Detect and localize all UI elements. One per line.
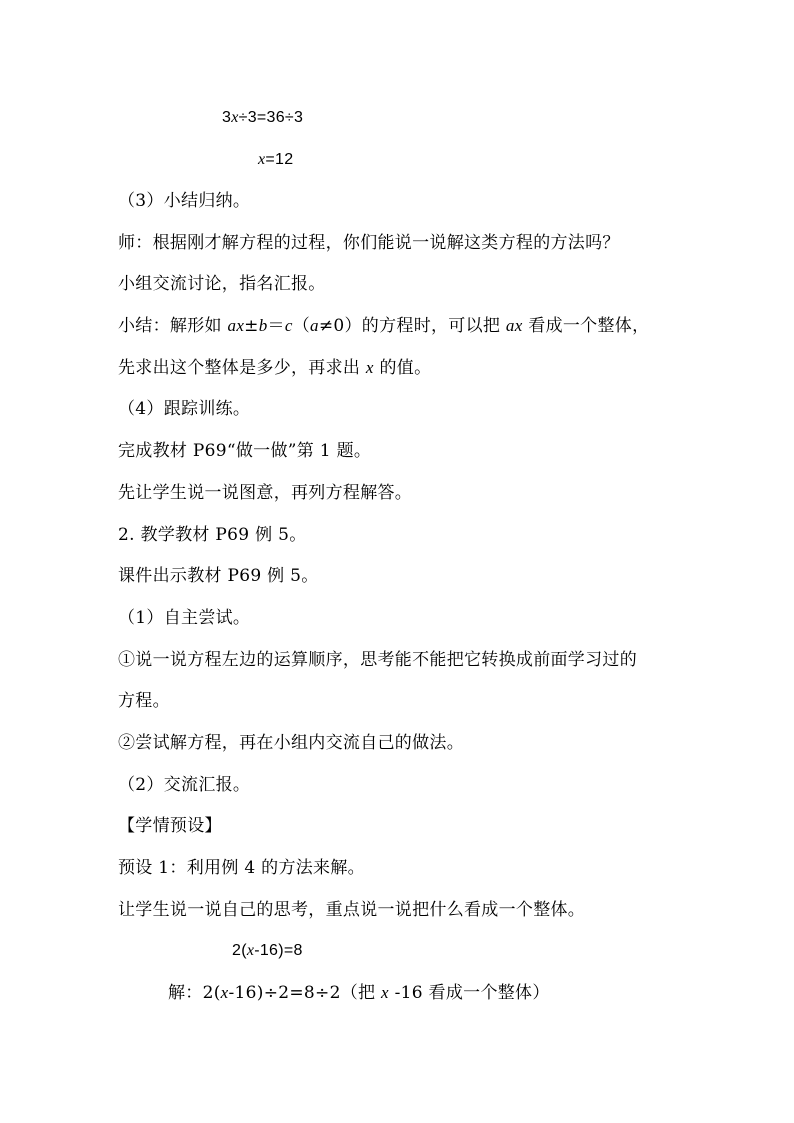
- text-segment: （3）小结归纳。: [118, 191, 251, 211]
- text-segment: 的值。: [373, 358, 432, 378]
- text-segment: -16)÷2=8÷2（把: [228, 983, 382, 1003]
- section-heading: [118, 773, 250, 797]
- math-variable: b: [258, 316, 268, 335]
- text-segment: 3: [222, 109, 232, 126]
- text-segment: -16 看成一个整体）: [388, 983, 550, 1003]
- section-heading: [118, 814, 222, 838]
- text-segment: 师：根据刚才解方程的过程，你们能说一说解这类方程的方法吗？: [118, 233, 620, 253]
- paragraph-line: [118, 564, 319, 588]
- text-segment: 小结：解形如: [118, 316, 228, 336]
- text-segment: ①说一说方程左边的运算顺序，思考能不能把它转换成前面学习过的: [118, 650, 637, 670]
- text-segment: 预设 1：利用例 4 的方法来解。: [118, 858, 365, 878]
- text-segment: 2(: [232, 942, 247, 959]
- text-segment: ÷3=36÷3: [238, 109, 304, 126]
- math-variable: x: [365, 358, 374, 377]
- paragraph-line: [118, 481, 412, 505]
- text-segment: =12: [265, 151, 294, 168]
- equation-line: [222, 106, 303, 130]
- paragraph-line: [118, 898, 585, 922]
- paragraph-line: [118, 731, 464, 755]
- equation-line: [168, 981, 550, 1005]
- text-segment: 【学情预设】: [118, 816, 222, 836]
- paragraph-line: [118, 856, 365, 880]
- math-variable: ax: [505, 316, 523, 335]
- text-segment: 看成一个整体，: [522, 316, 650, 336]
- paragraph-line: [118, 439, 371, 463]
- math-variable: x: [381, 983, 389, 1002]
- text-segment: （4）跟踪训练。: [118, 399, 251, 419]
- section-heading: [118, 189, 250, 213]
- paragraph-line: [118, 689, 170, 713]
- text-segment: -16)=8: [254, 942, 303, 959]
- math-variable: a: [310, 316, 319, 335]
- text-segment: ＝: [267, 316, 285, 336]
- equation-line: [258, 148, 293, 172]
- text-segment: 课件出示教材 P69 例 5。: [118, 566, 319, 586]
- paragraph-line: [118, 272, 326, 296]
- text-segment: ±: [244, 316, 259, 336]
- text-segment: （1）自主尝试。: [118, 608, 251, 628]
- text-segment: （: [292, 316, 311, 336]
- text-segment: ≠0）的方程时，可以把: [318, 316, 506, 336]
- math-variable: x: [231, 109, 239, 126]
- text-segment: 小组交流讨论，指名汇报。: [118, 274, 326, 294]
- text-segment: 先求出这个整体是多少，再求出: [118, 358, 366, 378]
- paragraph-line: [118, 356, 431, 380]
- text-segment: 方程。: [118, 691, 170, 711]
- text-segment: 2. 教学教材 P69 例 5。: [118, 525, 307, 545]
- math-variable: x: [258, 151, 266, 168]
- text-segment: 先让学生说一说图意，再列方程解答。: [118, 483, 413, 503]
- math-variable: ax: [227, 316, 245, 335]
- text-segment: （2）交流汇报。: [118, 775, 251, 795]
- paragraph-line: [118, 314, 649, 338]
- text-segment: ②尝试解方程，再在小组内交流自己的做法。: [118, 733, 464, 753]
- section-heading: [118, 397, 250, 421]
- paragraph-line: [118, 231, 620, 255]
- math-variable: x: [220, 983, 229, 1002]
- section-heading: [118, 523, 307, 547]
- section-heading: [118, 606, 250, 630]
- text-segment: 让学生说一说自己的思考，重点说一说把什么看成一个整体。: [118, 900, 586, 920]
- text-segment: 解：2(: [168, 983, 221, 1003]
- paragraph-line: [118, 648, 637, 672]
- math-variable: x: [246, 942, 255, 959]
- math-variable: c: [284, 316, 293, 335]
- equation-line: [232, 939, 303, 963]
- text-segment: 完成教材 P69“做一做”第 1 题。: [118, 441, 372, 461]
